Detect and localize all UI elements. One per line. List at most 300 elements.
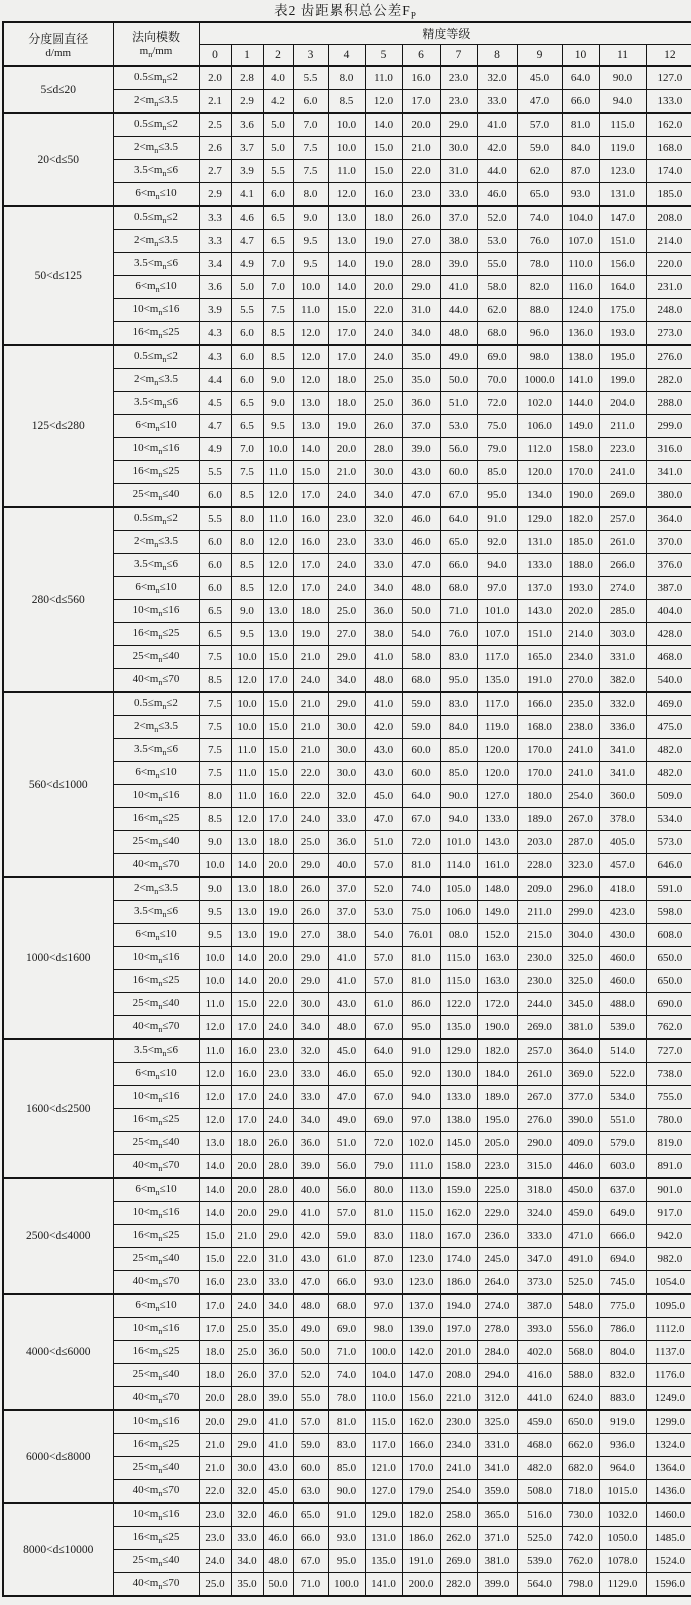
tolerance-value-cell: 7.5	[293, 137, 328, 160]
tolerance-value-cell: 5.5	[199, 507, 231, 531]
tolerance-value-cell: 83.0	[328, 1434, 365, 1457]
table-body	[3, 66, 691, 1596]
tolerance-value-cell: 10.0	[231, 692, 263, 716]
tolerance-value-cell: 1460.0	[646, 1503, 691, 1527]
tolerance-value-cell: 16.0	[402, 66, 440, 90]
tolerance-value-cell: 43.0	[293, 1248, 328, 1271]
tolerance-value-cell: 139.0	[402, 1318, 440, 1341]
tolerance-value-cell: 104.0	[562, 206, 599, 230]
tolerance-value-cell: 14.0	[231, 854, 263, 878]
tolerance-value-cell: 18.0	[263, 877, 293, 901]
tolerance-value-cell: 12.0	[231, 808, 263, 831]
tolerance-value-cell: 23.0	[263, 1039, 293, 1063]
tolerance-value-cell: 36.0	[365, 600, 402, 623]
tolerance-value-cell: 37.0	[402, 415, 440, 438]
tolerance-value-cell: 10.0	[199, 854, 231, 878]
tolerance-value-cell: 211.0	[517, 901, 562, 924]
tolerance-value-cell: 382.0	[599, 669, 646, 693]
tolerance-value-cell: 57.0	[517, 113, 562, 137]
tolerance-value-cell: 162.0	[402, 1410, 440, 1434]
tolerance-value-cell: 745.0	[599, 1271, 646, 1295]
tolerance-value-cell: 460.0	[599, 970, 646, 993]
tolerance-value-cell: 30.0	[328, 716, 365, 739]
tolerance-value-cell: 27.0	[328, 623, 365, 646]
tolerance-value-cell: 20.0	[199, 1410, 231, 1434]
tolerance-value-cell: 93.0	[562, 183, 599, 207]
tolerance-value-cell: 85.0	[328, 1457, 365, 1480]
tolerance-value-cell: 135.0	[477, 669, 517, 693]
tolerance-value-cell: 33.0	[365, 531, 402, 554]
tolerance-value-cell: 738.0	[646, 1063, 691, 1086]
tolerance-value-cell: 57.0	[365, 970, 402, 993]
tolerance-value-cell: 133.0	[477, 808, 517, 831]
tolerance-value-cell: 22.0	[263, 993, 293, 1016]
tolerance-value-cell: 47.0	[517, 90, 562, 114]
tolerance-value-cell: 46.0	[263, 1527, 293, 1550]
tolerance-value-cell: 4.5	[199, 392, 231, 415]
tolerance-value-cell: 106.0	[440, 901, 477, 924]
tolerance-value-cell: 85.0	[440, 739, 477, 762]
tolerance-value-cell: 83.0	[365, 1225, 402, 1248]
tolerance-value-cell: 315.0	[517, 1155, 562, 1179]
tolerance-value-cell: 26.0	[293, 877, 328, 901]
tolerance-value-cell: 1050.0	[599, 1527, 646, 1550]
tolerance-value-cell: 185.0	[562, 531, 599, 554]
tolerance-value-cell: 1524.0	[646, 1550, 691, 1573]
tolerance-value-cell: 323.0	[562, 854, 599, 878]
tolerance-value-cell: 12.0	[293, 322, 328, 346]
tolerance-value-cell: 6.5	[231, 415, 263, 438]
tolerance-value-cell: 15.0	[263, 762, 293, 785]
tolerance-value-cell: 9.5	[199, 924, 231, 947]
tolerance-value-cell: 331.0	[599, 646, 646, 669]
tolerance-value-cell: 110.0	[562, 253, 599, 276]
tolerance-value-cell: 70.0	[477, 369, 517, 392]
tolerance-value-cell: 117.0	[477, 692, 517, 716]
tolerance-value-cell: 4.9	[231, 253, 263, 276]
tolerance-value-cell: 8.5	[199, 808, 231, 831]
tolerance-value-cell: 9.0	[293, 206, 328, 230]
tolerance-value-cell: 516.0	[517, 1503, 562, 1527]
tolerance-value-cell: 7.5	[199, 762, 231, 785]
tolerance-value-cell: 238.0	[562, 716, 599, 739]
tolerance-value-cell: 25.0	[231, 1341, 263, 1364]
tolerance-value-cell: 7.5	[199, 646, 231, 669]
tolerance-value-cell: 35.0	[263, 1318, 293, 1341]
tolerance-value-cell: 287.0	[562, 831, 599, 854]
tolerance-value-cell: 65.0	[440, 531, 477, 554]
tolerance-value-cell: 165.0	[517, 646, 562, 669]
tolerance-value-cell: 22.0	[402, 160, 440, 183]
tolerance-value-cell: 76.0	[440, 623, 477, 646]
tolerance-value-cell: 67.0	[402, 808, 440, 831]
tolerance-value-cell: 7.0	[263, 253, 293, 276]
tolerance-value-cell: 8.5	[199, 669, 231, 693]
tolerance-value-cell: 285.0	[599, 600, 646, 623]
tolerance-value-cell: 93.0	[328, 1527, 365, 1550]
tolerance-value-cell: 347.0	[517, 1248, 562, 1271]
module-range-cell: $2<m_n\le 3.5$	[113, 230, 199, 253]
tolerance-value-cell: 373.0	[517, 1271, 562, 1295]
tolerance-value-cell: 121.0	[365, 1457, 402, 1480]
tolerance-value-cell: 936.0	[599, 1434, 646, 1457]
tolerance-value-cell: 11.0	[263, 507, 293, 531]
tolerance-value-cell: 780.0	[646, 1109, 691, 1132]
tolerance-value-cell: 24.0	[365, 345, 402, 369]
tolerance-value-cell: 143.0	[477, 831, 517, 854]
tolerance-value-cell: 460.0	[599, 947, 646, 970]
tolerance-value-cell: 65.0	[517, 183, 562, 207]
module-range-cell: $3.5<m_n\le 6$	[113, 160, 199, 183]
tolerance-value-cell: 62.0	[477, 299, 517, 322]
tolerance-value-cell: 41.0	[328, 970, 365, 993]
tolerance-value-cell: 182.0	[402, 1503, 440, 1527]
tolerance-value-cell: 522.0	[599, 1063, 646, 1086]
tolerance-value-cell: 274.0	[599, 577, 646, 600]
module-range-cell: $40<m_n\le 70$	[113, 1271, 199, 1295]
tolerance-value-cell: 51.0	[328, 1132, 365, 1155]
tolerance-value-cell: 9.5	[231, 623, 263, 646]
tolerance-value-cell: 1000.0	[517, 369, 562, 392]
tolerance-value-cell: 730.0	[562, 1503, 599, 1527]
tolerance-value-cell: 23.0	[231, 1271, 263, 1295]
tolerance-value-cell: 650.0	[646, 970, 691, 993]
tolerance-value-cell: 41.0	[440, 276, 477, 299]
tolerance-value-cell: 964.0	[599, 1457, 646, 1480]
tolerance-value-cell: 46.0	[402, 531, 440, 554]
tolerance-value-cell: 31.0	[263, 1248, 293, 1271]
tolerance-value-cell: 2.9	[231, 90, 263, 114]
tolerance-value-cell: 468.0	[646, 646, 691, 669]
tolerance-value-cell: 194.0	[440, 1294, 477, 1318]
tolerance-value-cell: 39.0	[440, 253, 477, 276]
tolerance-value-cell: 29.0	[402, 276, 440, 299]
tolerance-value-cell: 901.0	[646, 1178, 691, 1202]
tolerance-value-cell: 266.0	[599, 554, 646, 577]
tolerance-value-cell: 299.0	[646, 415, 691, 438]
tolerance-value-cell: 199.0	[599, 369, 646, 392]
tolerance-value-cell: 341.0	[599, 739, 646, 762]
tolerance-value-cell: 6.0	[199, 577, 231, 600]
tolerance-value-cell: 57.0	[293, 1410, 328, 1434]
tolerance-value-cell: 17.0	[293, 484, 328, 508]
tolerance-value-cell: 30.0	[328, 762, 365, 785]
tolerance-value-cell: 231.0	[646, 276, 691, 299]
module-range-cell: $6<m_n\le 10$	[113, 924, 199, 947]
tolerance-value-cell: 4.9	[199, 438, 231, 461]
tolerance-value-cell: 294.0	[477, 1364, 517, 1387]
tolerance-value-cell: 12.0	[293, 369, 328, 392]
header-module-label: 法向模数	[131, 30, 180, 45]
module-range-cell: $16<m_n\le 25$	[113, 1109, 199, 1132]
module-range-cell: $0.5\le m_n\le 2$	[113, 345, 199, 369]
tolerance-value-cell: 30.0	[231, 1457, 263, 1480]
tolerance-value-cell: 6.0	[199, 484, 231, 508]
tolerance-value-cell: 33.0	[293, 1086, 328, 1109]
diameter-range-cell: 560<d≤1000	[3, 692, 113, 877]
tolerance-value-cell: 883.0	[599, 1387, 646, 1411]
tolerance-value-cell: 365.0	[477, 1503, 517, 1527]
tolerance-value-cell: 509.0	[646, 785, 691, 808]
tolerance-value-cell: 195.0	[477, 1109, 517, 1132]
tolerance-value-cell: 186.0	[440, 1271, 477, 1295]
tolerance-value-cell: 2.0	[199, 66, 231, 90]
tolerance-value-cell: 919.0	[599, 1410, 646, 1434]
tolerance-value-cell: 43.0	[365, 762, 402, 785]
tolerance-value-cell: 164.0	[599, 276, 646, 299]
tolerance-value-cell: 18.0	[231, 1132, 263, 1155]
table-row	[3, 66, 691, 90]
tolerance-value-cell: 101.0	[477, 600, 517, 623]
tolerance-value-cell: 491.0	[562, 1248, 599, 1271]
tolerance-value-cell: 149.0	[477, 901, 517, 924]
tolerance-value-cell: 1015.0	[599, 1480, 646, 1504]
tolerance-value-cell: 13.0	[328, 206, 365, 230]
tolerance-value-cell: 161.0	[477, 854, 517, 878]
tolerance-value-cell: 141.0	[365, 1573, 402, 1597]
module-range-cell: $25<m_n\le 40$	[113, 1364, 199, 1387]
tolerance-value-cell: 12.0	[263, 484, 293, 508]
tolerance-value-cell: 55.0	[293, 1387, 328, 1411]
tolerance-value-cell: 29.0	[293, 970, 328, 993]
diameter-range-cell: 2500<d≤4000	[3, 1178, 113, 1294]
tolerance-value-cell: 111.0	[402, 1155, 440, 1179]
tolerance-value-cell: 13.0	[263, 623, 293, 646]
tolerance-value-cell: 17.0	[293, 577, 328, 600]
tolerance-value-cell: 261.0	[517, 1063, 562, 1086]
grade-column-header: 2	[263, 45, 293, 67]
tolerance-value-cell: 36.0	[293, 1132, 328, 1155]
tolerance-value-cell: 137.0	[402, 1294, 440, 1318]
diameter-range-cell: 1000<d≤1600	[3, 877, 113, 1039]
tolerance-value-cell: 942.0	[646, 1225, 691, 1248]
tolerance-value-cell: 17.0	[402, 90, 440, 114]
tolerance-value-cell: 156.0	[402, 1387, 440, 1411]
tolerance-value-cell: 25.0	[293, 831, 328, 854]
module-range-cell: $6<m_n\le 10$	[113, 762, 199, 785]
tolerance-value-cell: 5.5	[199, 461, 231, 484]
tolerance-value-cell: 662.0	[562, 1434, 599, 1457]
tolerance-value-cell: 130.0	[440, 1063, 477, 1086]
tolerance-value-cell: 694.0	[599, 1248, 646, 1271]
tolerance-value-cell: 23.0	[440, 90, 477, 114]
tolerance-value-cell: 81.0	[402, 854, 440, 878]
tolerance-value-cell: 15.0	[328, 299, 365, 322]
tolerance-value-cell: 9.0	[199, 831, 231, 854]
tolerance-value-cell: 133.0	[646, 90, 691, 114]
tolerance-value-cell: 25.0	[199, 1573, 231, 1597]
module-range-cell: $16<m_n\le 25$	[113, 623, 199, 646]
tolerance-value-cell: 37.0	[328, 901, 365, 924]
tolerance-value-cell: 29.0	[293, 947, 328, 970]
tolerance-value-cell: 267.0	[517, 1086, 562, 1109]
tolerance-value-cell: 50.0	[263, 1573, 293, 1597]
tolerance-value-cell: 32.0	[365, 507, 402, 531]
tolerance-value-cell: 62.0	[517, 160, 562, 183]
tolerance-value-cell: 29.0	[328, 646, 365, 669]
module-range-cell: $25<m_n\le 40$	[113, 831, 199, 854]
module-range-cell: $6<m_n\le 10$	[113, 183, 199, 207]
tolerance-value-cell: 170.0	[562, 461, 599, 484]
tolerance-value-cell: 119.0	[477, 716, 517, 739]
tolerance-value-cell: 204.0	[599, 392, 646, 415]
tolerance-value-cell: 120.0	[477, 762, 517, 785]
tolerance-value-cell: 333.0	[517, 1225, 562, 1248]
tolerance-value-cell: 115.0	[599, 113, 646, 137]
tolerance-value-cell: 423.0	[599, 901, 646, 924]
tolerance-value-cell: 180.0	[517, 785, 562, 808]
tolerance-value-cell: 14.0	[199, 1202, 231, 1225]
tolerance-value-cell: 34.0	[402, 322, 440, 346]
tolerance-value-cell: 143.0	[517, 600, 562, 623]
tolerance-value-cell: 52.0	[293, 1364, 328, 1387]
tolerance-value-cell: 457.0	[599, 854, 646, 878]
tolerance-value-cell: 3.3	[199, 230, 231, 253]
tolerance-value-cell: 514.0	[599, 1039, 646, 1063]
tolerance-value-cell: 234.0	[440, 1434, 477, 1457]
tolerance-value-cell: 92.0	[402, 1063, 440, 1086]
tolerance-value-cell: 8.0	[199, 785, 231, 808]
tolerance-value-cell: 3.6	[231, 113, 263, 137]
module-range-cell: $10<m_n\le 16$	[113, 299, 199, 322]
tolerance-value-cell: 891.0	[646, 1155, 691, 1179]
tolerance-value-cell: 8.5	[231, 554, 263, 577]
tolerance-value-cell: 45.0	[263, 1480, 293, 1504]
module-range-cell: $6<m_n\le 10$	[113, 276, 199, 299]
tolerance-value-cell: 16.0	[263, 785, 293, 808]
tolerance-value-cell: 7.5	[199, 716, 231, 739]
tolerance-value-cell: 1249.0	[646, 1387, 691, 1411]
tolerance-value-cell: 151.0	[599, 230, 646, 253]
tolerance-value-cell: 85.0	[440, 762, 477, 785]
tolerance-value-cell: 114.0	[440, 854, 477, 878]
tolerance-value-cell: 33.0	[263, 1271, 293, 1295]
table-title	[2, 1, 689, 21]
tolerance-value-cell: 95.0	[402, 1016, 440, 1040]
tolerance-value-cell: 5.5	[293, 66, 328, 90]
tolerance-value-cell: 147.0	[599, 206, 646, 230]
tolerance-value-cell: 7.0	[263, 276, 293, 299]
tolerance-value-cell: 755.0	[646, 1086, 691, 1109]
tolerance-value-cell: 6.0	[231, 369, 263, 392]
tolerance-value-cell: 65.0	[293, 1503, 328, 1527]
tolerance-value-cell: 18.0	[263, 831, 293, 854]
tolerance-value-cell: 12.0	[263, 531, 293, 554]
tolerance-value-cell: 75.0	[477, 415, 517, 438]
module-range-cell: $2<m_n\le 3.5$	[113, 369, 199, 392]
tolerance-value-cell: 90.0	[599, 66, 646, 90]
tolerance-value-cell: 11.0	[199, 993, 231, 1016]
tolerance-value-cell: 5.5	[263, 160, 293, 183]
tolerance-value-cell: 325.0	[562, 970, 599, 993]
tolerance-value-cell: 666.0	[599, 1225, 646, 1248]
tolerance-value-cell: 87.0	[365, 1248, 402, 1271]
module-range-cell: $3.5<m_n\le 6$	[113, 739, 199, 762]
table-header	[3, 22, 691, 66]
tolerance-value-cell: 22.0	[199, 1480, 231, 1504]
tolerance-value-cell: 3.7	[231, 137, 263, 160]
tolerance-value-cell: 230.0	[517, 970, 562, 993]
tolerance-value-cell: 230.0	[517, 947, 562, 970]
tolerance-value-cell: 269.0	[599, 484, 646, 508]
module-range-cell: $40<m_n\le 70$	[113, 1573, 199, 1597]
tolerance-value-cell: 22.0	[231, 1248, 263, 1271]
tolerance-value-cell: 149.0	[562, 415, 599, 438]
tolerance-value-cell: 15.0	[263, 716, 293, 739]
tolerance-value-cell: 75.0	[402, 901, 440, 924]
tolerance-value-cell: 91.0	[328, 1503, 365, 1527]
module-range-cell: $3.5<m_n\le 6$	[113, 554, 199, 577]
tolerance-value-cell: 4.7	[199, 415, 231, 438]
tolerance-value-cell: 50.0	[440, 369, 477, 392]
tolerance-value-cell: 982.0	[646, 1248, 691, 1271]
tolerance-value-cell: 341.0	[646, 461, 691, 484]
module-range-cell: $40<m_n\le 70$	[113, 1387, 199, 1411]
tolerance-value-cell: 195.0	[599, 345, 646, 369]
tolerance-value-cell: 12.0	[263, 554, 293, 577]
tolerance-value-cell: 91.0	[402, 1039, 440, 1063]
tolerance-value-cell: 28.0	[263, 1178, 293, 1202]
table-row	[3, 692, 691, 716]
tolerance-value-cell: 51.0	[365, 831, 402, 854]
tolerance-value-cell: 129.0	[440, 1039, 477, 1063]
tolerance-value-cell: 23.0	[328, 507, 365, 531]
tolerance-value-cell: 2.8	[231, 66, 263, 90]
tolerance-value-cell: 591.0	[646, 877, 691, 901]
grade-column-header: 12	[646, 45, 691, 67]
tolerance-value-cell: 30.0	[365, 461, 402, 484]
tolerance-value-cell: 390.0	[562, 1109, 599, 1132]
tolerance-value-cell: 15.0	[365, 137, 402, 160]
tolerance-value-cell: 29.0	[231, 1434, 263, 1457]
tolerance-value-cell: 82.0	[517, 276, 562, 299]
tolerance-value-cell: 94.0	[477, 554, 517, 577]
tolerance-value-cell: 67.0	[365, 1086, 402, 1109]
tolerance-value-cell: 2.7	[199, 160, 231, 183]
tolerance-value-cell: 78.0	[328, 1387, 365, 1411]
tolerance-value-cell: 84.0	[440, 716, 477, 739]
tolerance-value-cell: 193.0	[562, 577, 599, 600]
tolerance-value-cell: 58.0	[477, 276, 517, 299]
tolerance-value-cell: 775.0	[599, 1294, 646, 1318]
module-range-cell: $10<m_n\le 16$	[113, 600, 199, 623]
tolerance-value-cell: 127.0	[646, 66, 691, 90]
tolerance-value-cell: 129.0	[517, 507, 562, 531]
tolerance-value-cell: 38.0	[365, 623, 402, 646]
tolerance-value-cell: 10.0	[328, 137, 365, 160]
tolerance-value-cell: 9.0	[199, 877, 231, 901]
tolerance-value-cell: 14.0	[199, 1155, 231, 1179]
tolerance-value-cell: 17.0	[231, 1109, 263, 1132]
tolerance-value-cell: 12.0	[199, 1109, 231, 1132]
tolerance-value-cell: 80.0	[365, 1178, 402, 1202]
tolerance-value-cell: 608.0	[646, 924, 691, 947]
tolerance-value-cell: 30.0	[293, 993, 328, 1016]
tolerance-value-cell: 42.0	[293, 1225, 328, 1248]
header-diameter-label: 分度圆直径	[28, 31, 89, 46]
tolerance-value-cell: 41.0	[477, 113, 517, 137]
tolerance-value-cell: 21.0	[402, 137, 440, 160]
module-range-cell: $0.5\le m_n\le 2$	[113, 507, 199, 531]
tolerance-value-cell: 4.1	[231, 183, 263, 207]
tolerance-value-cell: 191.0	[517, 669, 562, 693]
module-range-cell: $2<m_n\le 3.5$	[113, 137, 199, 160]
tolerance-value-cell: 38.0	[328, 924, 365, 947]
tolerance-value-cell: 46.0	[328, 1063, 365, 1086]
tolerance-value-cell: 290.0	[517, 1132, 562, 1155]
tolerance-value-cell: 56.0	[328, 1178, 365, 1202]
tolerance-value-cell: 637.0	[599, 1178, 646, 1202]
